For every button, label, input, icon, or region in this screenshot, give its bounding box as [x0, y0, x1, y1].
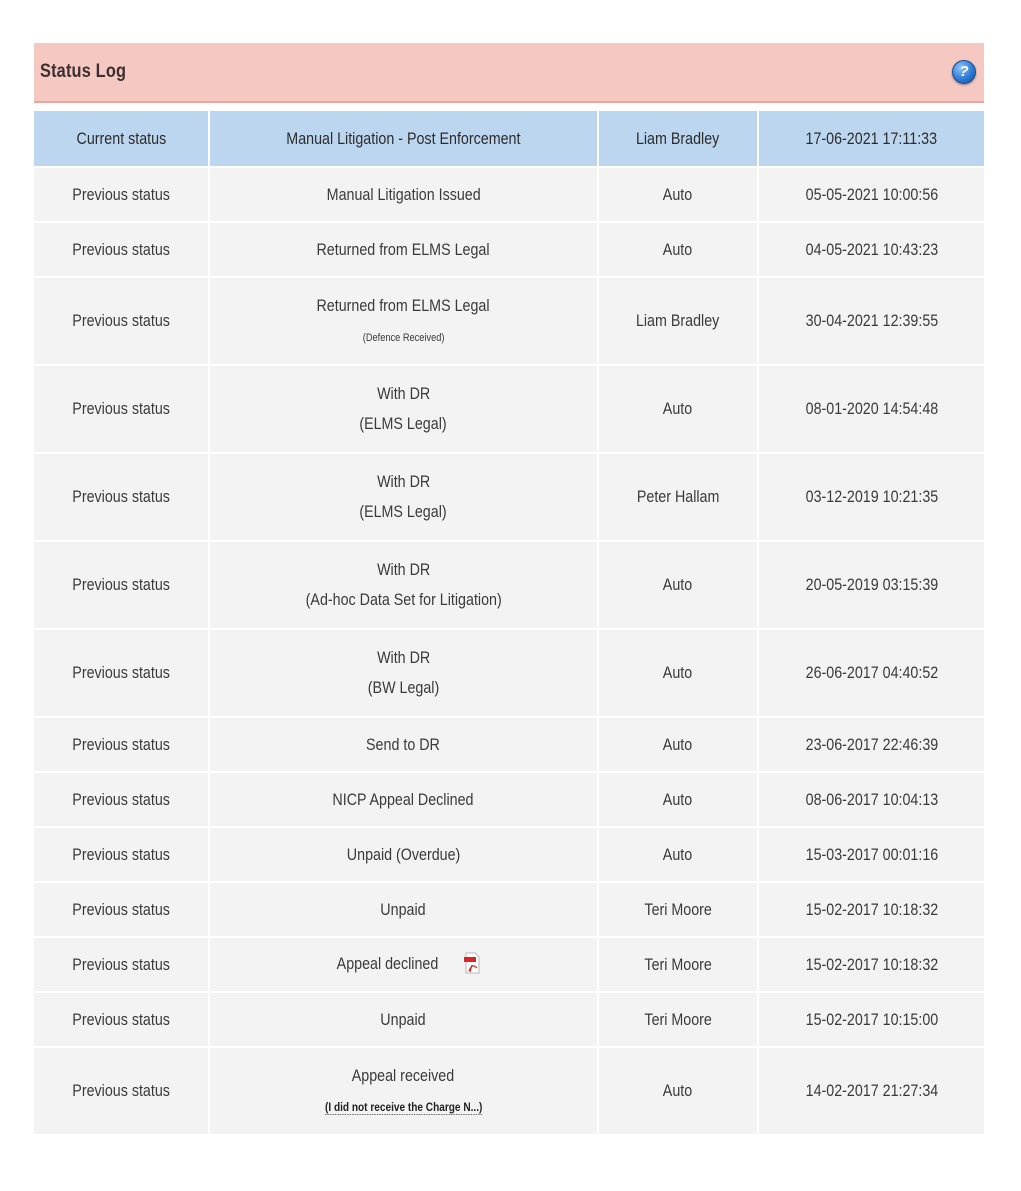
status-text: Manual Litigation - Post Enforcement: [286, 128, 521, 148]
timestamp: 08-01-2020 14:54:48: [805, 399, 938, 418]
pdf-icon[interactable]: [464, 952, 480, 974]
timestamp: 30-04-2021 12:39:55: [805, 311, 938, 330]
status-text: With DR: [376, 472, 430, 491]
table-row: [34, 366, 984, 454]
status-note-link[interactable]: (I did not receive the Charge N...): [324, 1100, 483, 1114]
row-label: Previous status: [72, 1081, 170, 1100]
status-text: Unpaid (Overdue): [346, 844, 461, 864]
table-row-current: [34, 111, 984, 168]
status-text: With DR: [376, 648, 430, 667]
timestamp: 15-02-2017 10:18:32: [805, 954, 938, 974]
user-name: Auto: [663, 239, 693, 259]
status-note: (Defence Received): [362, 332, 445, 344]
status-text: Appeal received: [352, 1066, 455, 1085]
status-text: With DR: [376, 560, 430, 579]
user-name: Teri Moore: [644, 1009, 712, 1029]
table-row: [34, 993, 984, 1048]
row-label: Previous status: [72, 399, 170, 418]
timestamp: 04-05-2021 10:43:23: [805, 239, 938, 259]
table-row: [34, 630, 984, 718]
status-text: Send to DR: [366, 734, 441, 754]
row-label: Previous status: [72, 184, 170, 204]
row-label: Previous status: [72, 487, 170, 506]
status-note: (ELMS Legal): [359, 502, 448, 521]
row-label: Previous status: [72, 575, 170, 594]
user-name: Auto: [663, 844, 693, 864]
table-row: [34, 828, 984, 883]
row-label: Previous status: [72, 899, 170, 919]
timestamp: 17-06-2021 17:11:33: [805, 128, 938, 148]
table-row: [34, 454, 984, 542]
timestamp: 05-05-2021 10:00:56: [805, 184, 938, 204]
row-label: Previous status: [72, 239, 170, 259]
table-row: [34, 718, 984, 773]
panel-header: [34, 43, 984, 103]
user-name: Auto: [663, 1081, 693, 1100]
status-text: Appeal declined: [336, 953, 438, 973]
row-label: Previous status: [72, 954, 170, 974]
timestamp: 26-06-2017 04:40:52: [805, 663, 938, 682]
user-name: Auto: [663, 184, 693, 204]
timestamp: 23-06-2017 22:46:39: [805, 734, 938, 754]
row-label: Current status: [76, 128, 166, 148]
row-label: Previous status: [72, 789, 170, 809]
status-text: Unpaid: [380, 1009, 426, 1029]
table-row: [34, 168, 984, 223]
table-row: [34, 278, 984, 366]
row-label: Previous status: [72, 663, 170, 682]
table-row: [34, 883, 984, 938]
user-name: Liam Bradley: [636, 311, 720, 330]
timestamp: 15-02-2017 10:15:00: [805, 1009, 938, 1029]
timestamp: 03-12-2019 10:21:35: [805, 487, 938, 506]
table-row: [34, 938, 984, 993]
row-label: Previous status: [72, 311, 170, 330]
timestamp: 14-02-2017 21:27:34: [805, 1081, 938, 1100]
user-name: Teri Moore: [644, 954, 712, 974]
row-label: Previous status: [72, 844, 170, 864]
timestamp: 15-03-2017 00:01:16: [805, 844, 938, 864]
status-text: Returned from ELMS Legal: [316, 239, 490, 259]
status-note: (ELMS Legal): [359, 414, 448, 433]
user-name: Liam Bradley: [636, 128, 720, 148]
status-text: NICP Appeal Declined: [332, 789, 474, 809]
status-note: (Ad-hoc Data Set for Litigation): [305, 590, 502, 609]
status-text: Manual Litigation Issued: [326, 184, 481, 204]
panel-title: Status Log: [40, 61, 127, 82]
user-name: Auto: [663, 663, 693, 682]
user-name: Auto: [663, 734, 693, 754]
row-label: Previous status: [72, 734, 170, 754]
user-name: Peter Hallam: [636, 487, 720, 506]
table-row: [34, 542, 984, 630]
timestamp: 20-05-2019 03:15:39: [805, 575, 938, 594]
user-name: Teri Moore: [644, 899, 712, 919]
user-name: Auto: [663, 575, 693, 594]
table-row: [34, 773, 984, 828]
timestamp: 08-06-2017 10:04:13: [805, 789, 938, 809]
user-name: Auto: [663, 789, 693, 809]
status-text: With DR: [376, 384, 430, 403]
status-text: Returned from ELMS Legal: [316, 296, 490, 315]
status-text: Unpaid: [380, 899, 426, 919]
row-label: Previous status: [72, 1009, 170, 1029]
table-row: [34, 223, 984, 278]
timestamp: 15-02-2017 10:18:32: [805, 899, 938, 919]
status-log-panel: [34, 43, 984, 1136]
help-icon[interactable]: ?: [952, 60, 976, 84]
status-log-table: [34, 111, 984, 1136]
table-row: [34, 1048, 984, 1136]
status-note: (BW Legal): [367, 678, 440, 697]
user-name: Auto: [663, 399, 693, 418]
